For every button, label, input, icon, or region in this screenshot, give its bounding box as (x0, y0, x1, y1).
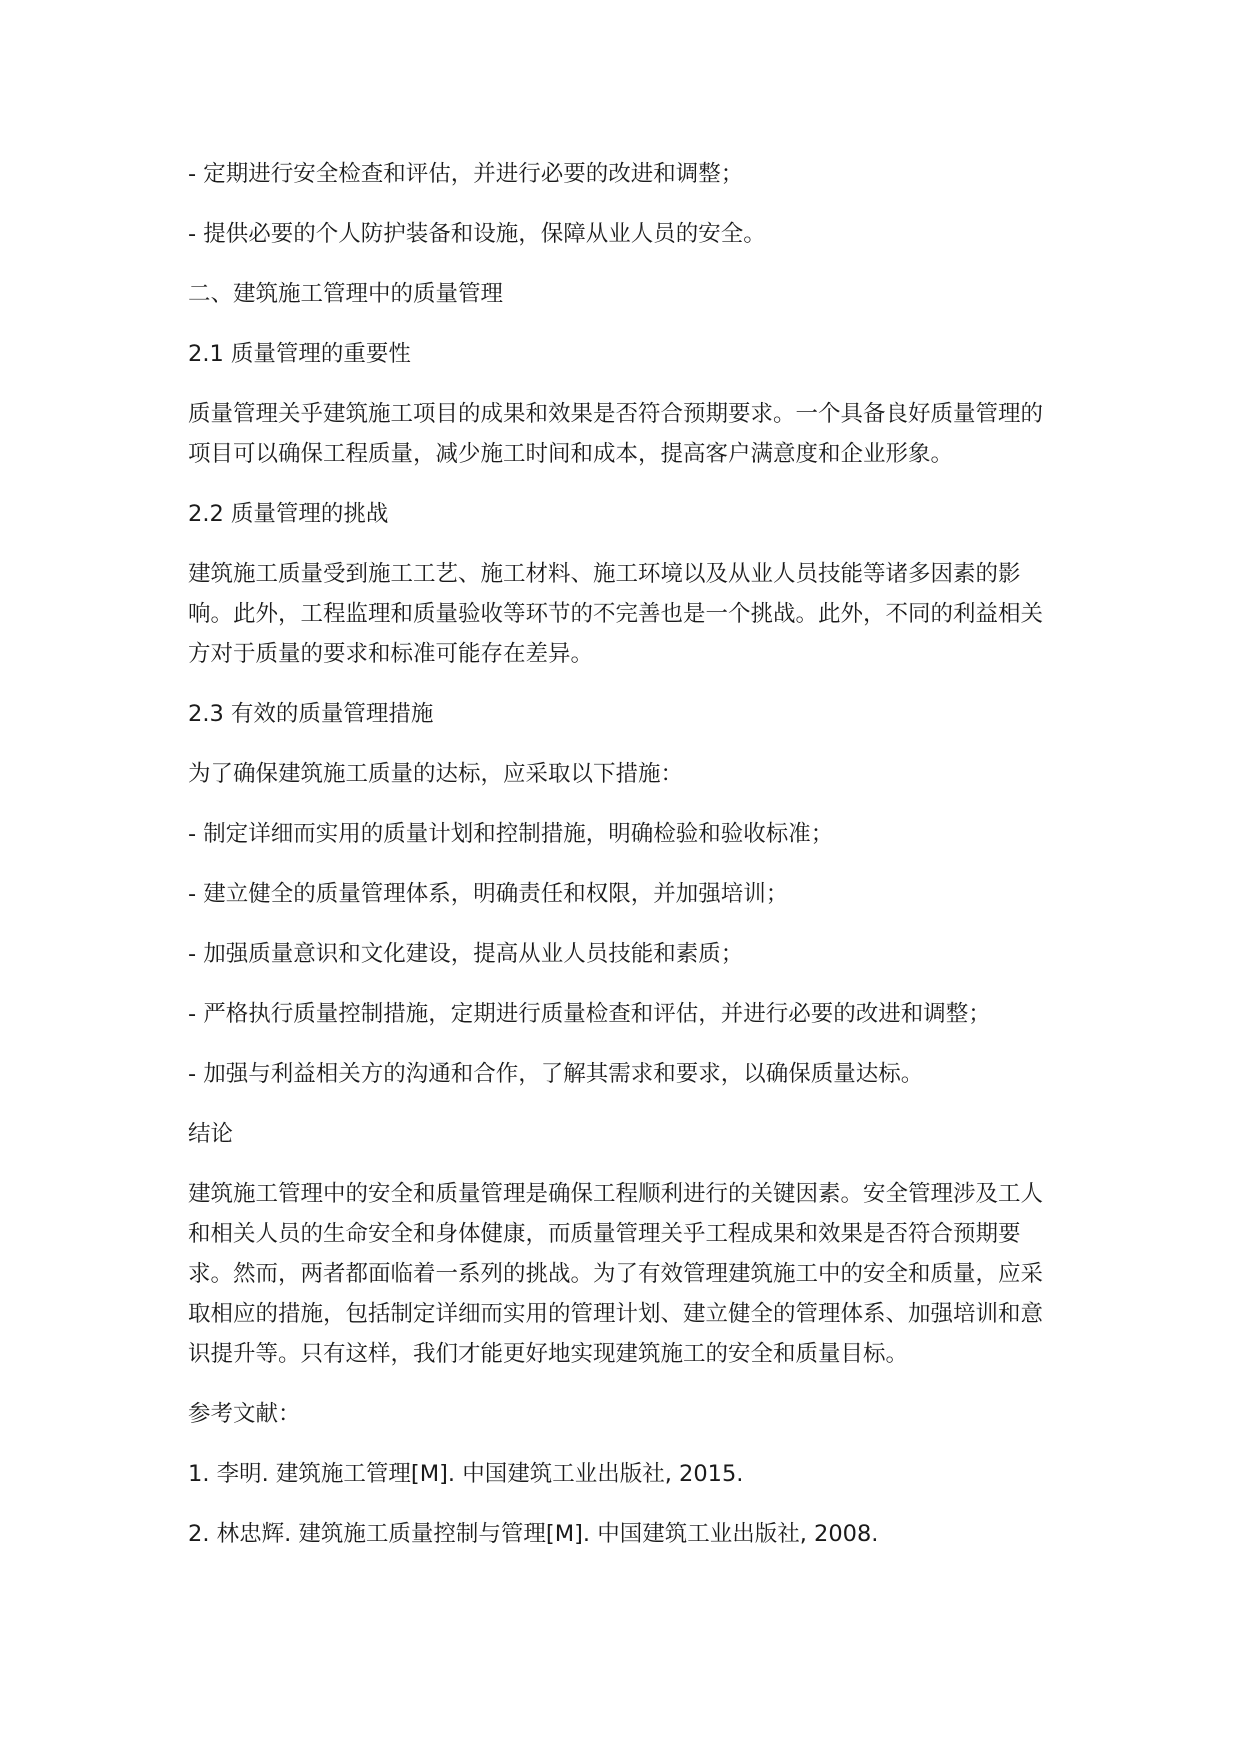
bullet-item: - 定期进行安全检查和评估，并进行必要的改进和调整； (188, 161, 744, 187)
bullet-item: - 提供必要的个人防护装备和设施，保障从业人员的安全。 (188, 221, 766, 247)
bullet-item: - 建立健全的质量管理体系，明确责任和权限，并加强培训； (188, 881, 789, 907)
section-heading: 结论 (188, 1121, 234, 1147)
document-body (188, 154, 1048, 1574)
paragraph: 为了确保建筑施工质量的达标，应采取以下措施： (188, 761, 684, 787)
bullet-item: - 加强质量意识和文化建设，提高从业人员技能和素质； (188, 941, 744, 967)
reference-item: 1. 李明. 建筑施工管理[M]. 中国建筑工业出版社, 2015. (188, 1461, 744, 1487)
subsection-heading: 2.2 质量管理的挑战 (188, 501, 389, 527)
bullet-item: - 加强与利益相关方的沟通和合作，了解其需求和要求，以确保质量达标。 (188, 1061, 924, 1087)
bullet-item: - 严格执行质量控制措施，定期进行质量检查和评估，并进行必要的改进和调整； (188, 1001, 991, 1027)
section-heading: 参考文献： (188, 1401, 301, 1427)
reference-item: 2. 林忠辉. 建筑施工质量控制与管理[M]. 中国建筑工业出版社, 2008. (188, 1521, 879, 1547)
section-heading: 二、建筑施工管理中的质量管理 (188, 281, 504, 307)
paragraph: 建筑施工质量受到施工工艺、施工材料、施工环境以及从业人员技能等诸多因素的影响。此外，工程监理和质量验收等环节的不完善也是一个挑战。此外，不同的利益相关方对于质量的要求和标准可能存在差异。 (188, 561, 1044, 667)
paragraph: 建筑施工管理中的安全和质量管理是确保工程顺利进行的关键因素。安全管理涉及工人和相关人员的生命安全和身体健康，而质量管理关乎工程成果和效果是否符合预期要求。然而，两者都面临着一系列的挑战。为了有效管理建筑施工中的安全和质量，应采取相应的措施，包括制定详细而实用的管理计划、建立健全的管理体系、加强培训和意识提升等。只有这样，我们才能更好地实现建筑施工的安全和质量目标。 (188, 1181, 1044, 1367)
subsection-heading: 2.1 质量管理的重要性 (188, 341, 411, 367)
paragraph: 质量管理关乎建筑施工项目的成果和效果是否符合预期要求。一个具备良好质量管理的项目可以确保工程质量，减少施工时间和成本，提高客户满意度和企业形象。 (188, 401, 1044, 467)
bullet-item: - 制定详细而实用的质量计划和控制措施，明确检验和验收标准； (188, 821, 834, 847)
subsection-heading: 2.3 有效的质量管理措施 (188, 701, 434, 727)
